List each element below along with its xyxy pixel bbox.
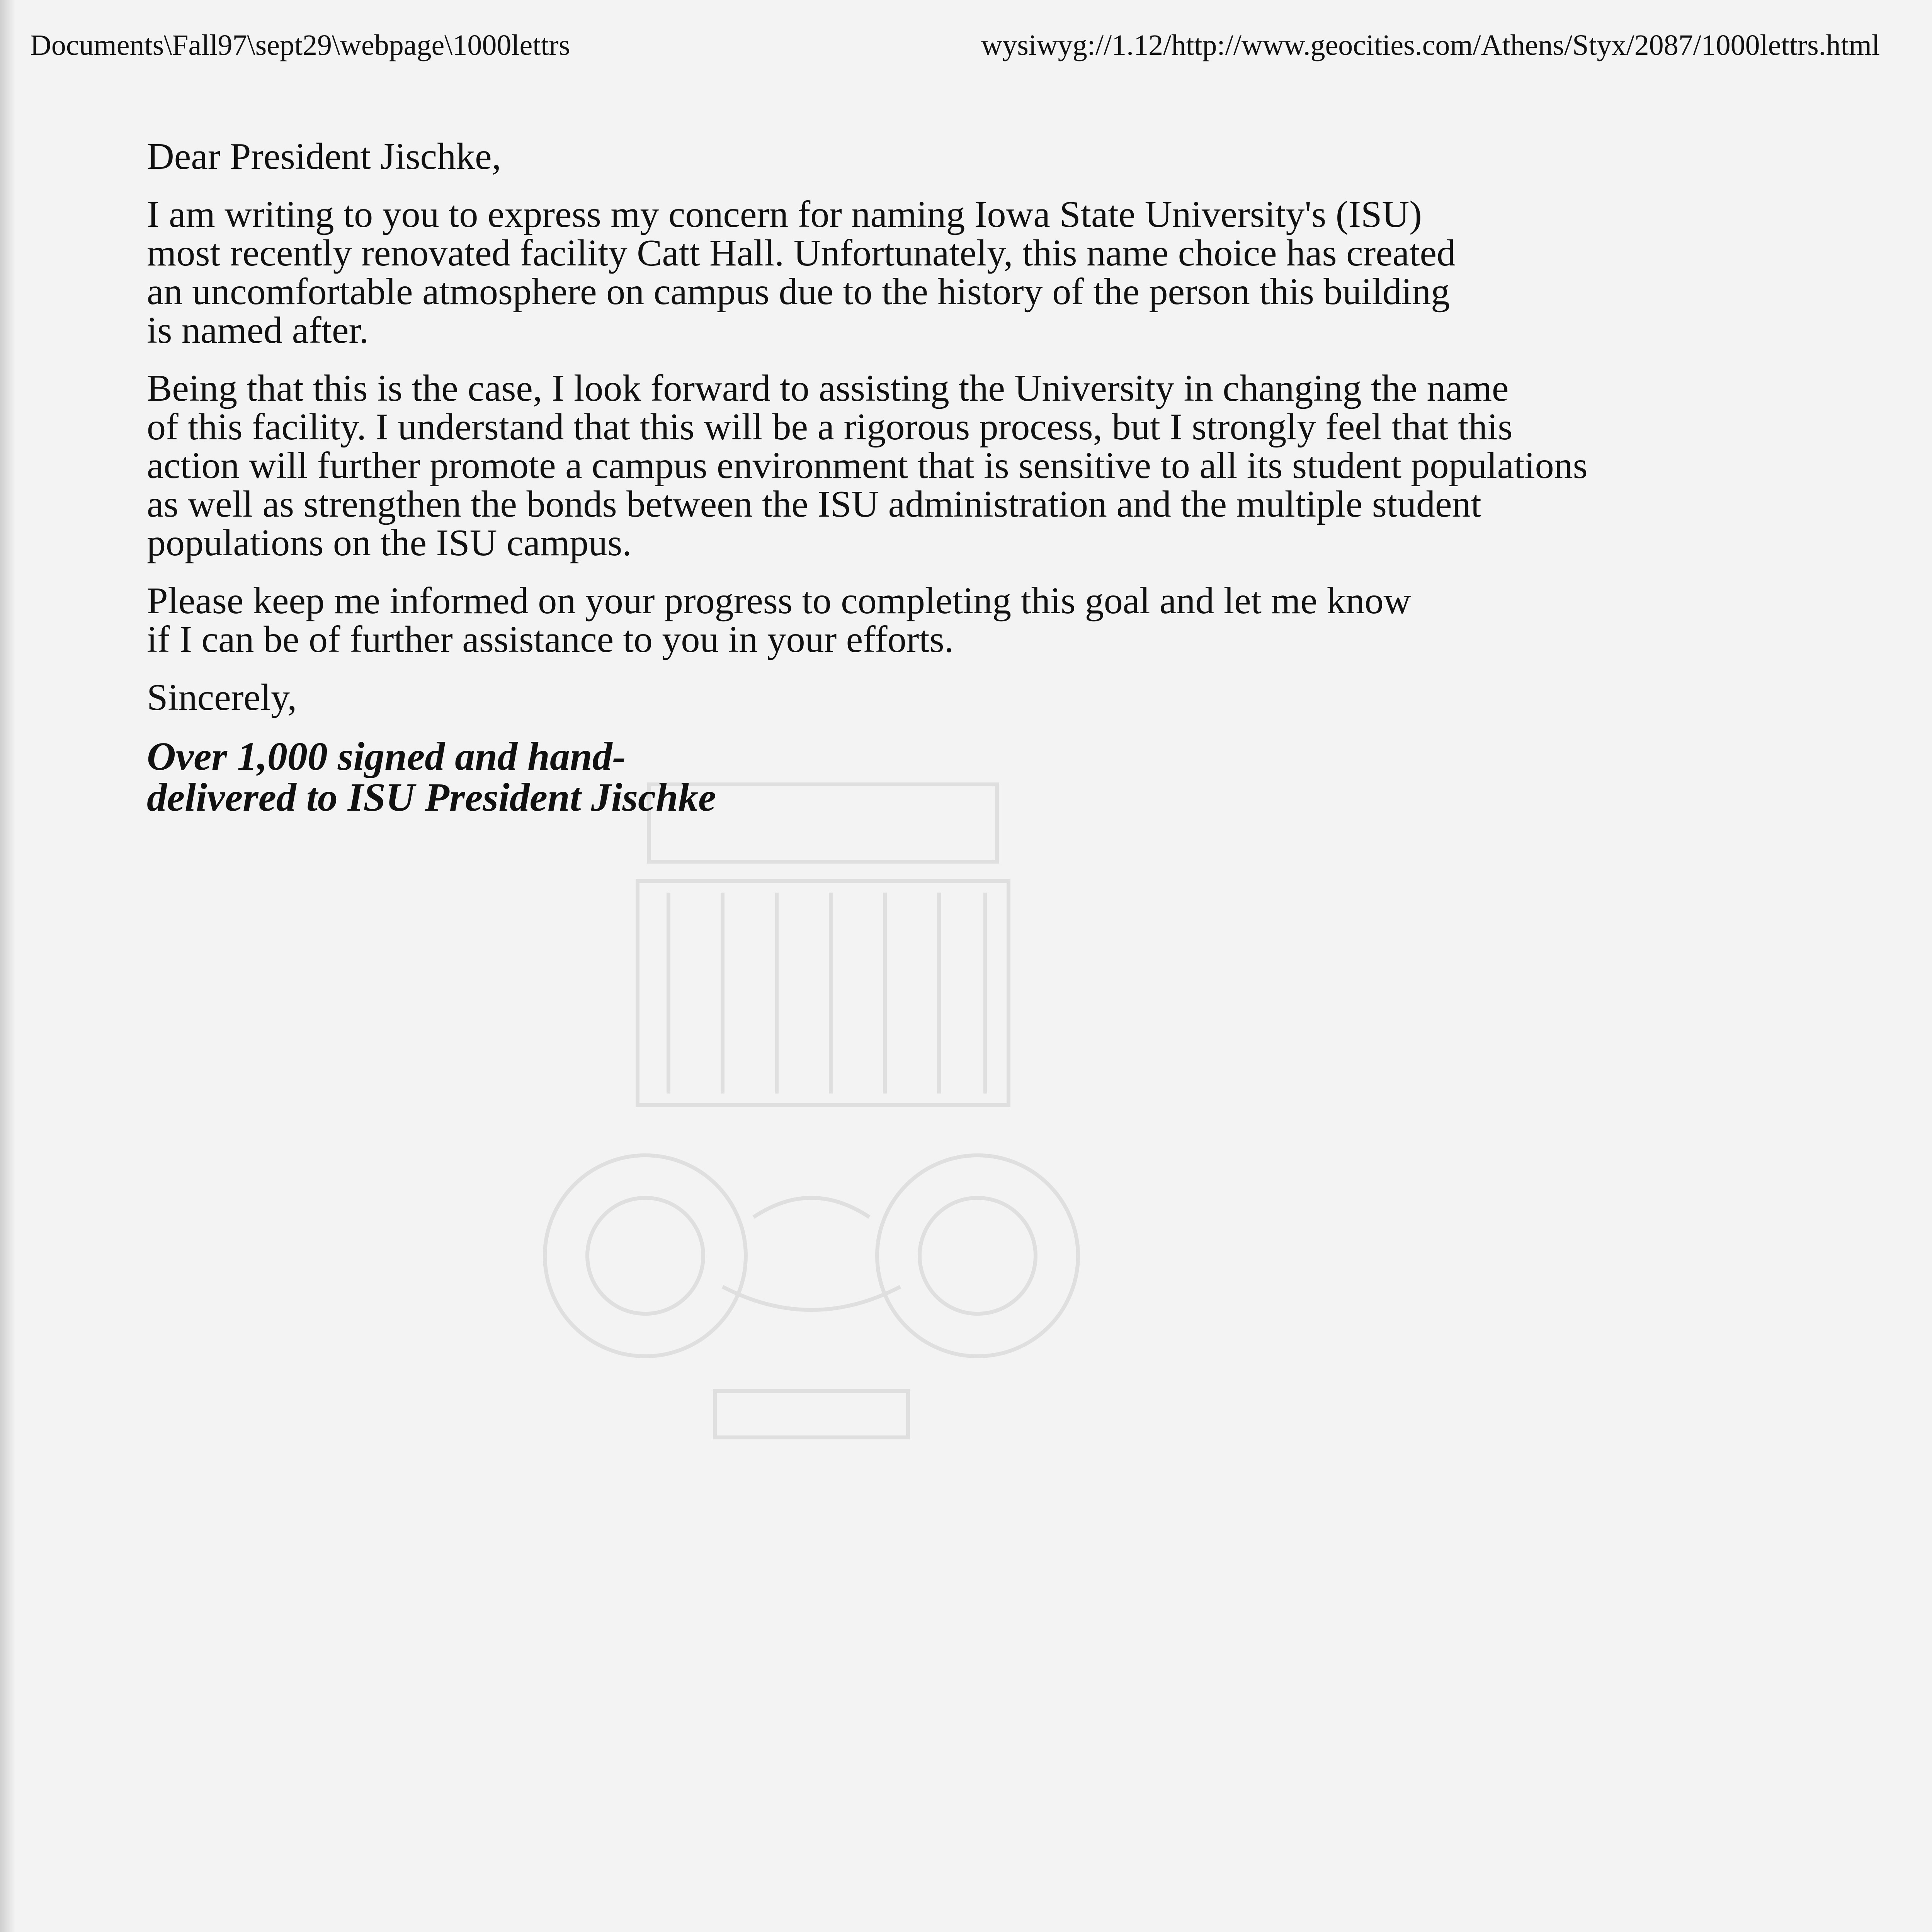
paragraph-request <box>147 369 1692 562</box>
paragraph-line: action will further promote a campus environment that is sensitive to all its student populations <box>147 445 1588 486</box>
header-url: wysiwyg://1.12/http://www.geocities.com/Athens/Styx/2087/1000lettrs.html <box>981 29 1880 61</box>
paragraph-line: an uncomfortable atmosphere on campus due to the history of the person this building <box>147 271 1450 313</box>
paragraph-concern <box>147 195 1692 350</box>
paragraph-line: is named after. <box>147 310 369 351</box>
paragraph-line: of this facility. I understand that this will be a rigorous process, but I strongly feel that this <box>147 406 1513 448</box>
paragraph-line: if I can be of further assistance to you in your efforts. <box>147 619 954 660</box>
signed-note <box>147 736 1692 818</box>
closing: Sincerely, <box>147 677 297 718</box>
header-file-path: Documents\Fall97\sept29\webpage\1000lettrs <box>30 29 570 61</box>
signed-note-line: Over 1,000 signed and hand- <box>147 734 626 779</box>
signed-note-line: delivered to ISU President Jischke <box>147 775 716 820</box>
scan-edge-shadow <box>0 0 15 1932</box>
letter-body <box>147 137 1692 818</box>
paragraph-follow-up <box>147 582 1692 659</box>
paragraph-line: Being that this is the case, I look forward to assisting the University in changing the name <box>147 367 1509 409</box>
paragraph-line: populations on the ISU campus. <box>147 522 632 564</box>
paragraph-line: as well as strengthen the bonds between the ISU administration and the multiple student <box>147 483 1481 525</box>
paragraph-line: Please keep me informed on your progress to completing this goal and let me know <box>147 580 1411 622</box>
paragraph-line: most recently renovated facility Catt Hall. Unfortunately, this name choice has created <box>147 232 1456 274</box>
building-watermark-icon <box>522 753 1179 1604</box>
paragraph-line: I am writing to you to express my concern for naming Iowa State University's (ISU) <box>147 194 1422 235</box>
salutation: Dear President Jischke, <box>147 136 502 177</box>
